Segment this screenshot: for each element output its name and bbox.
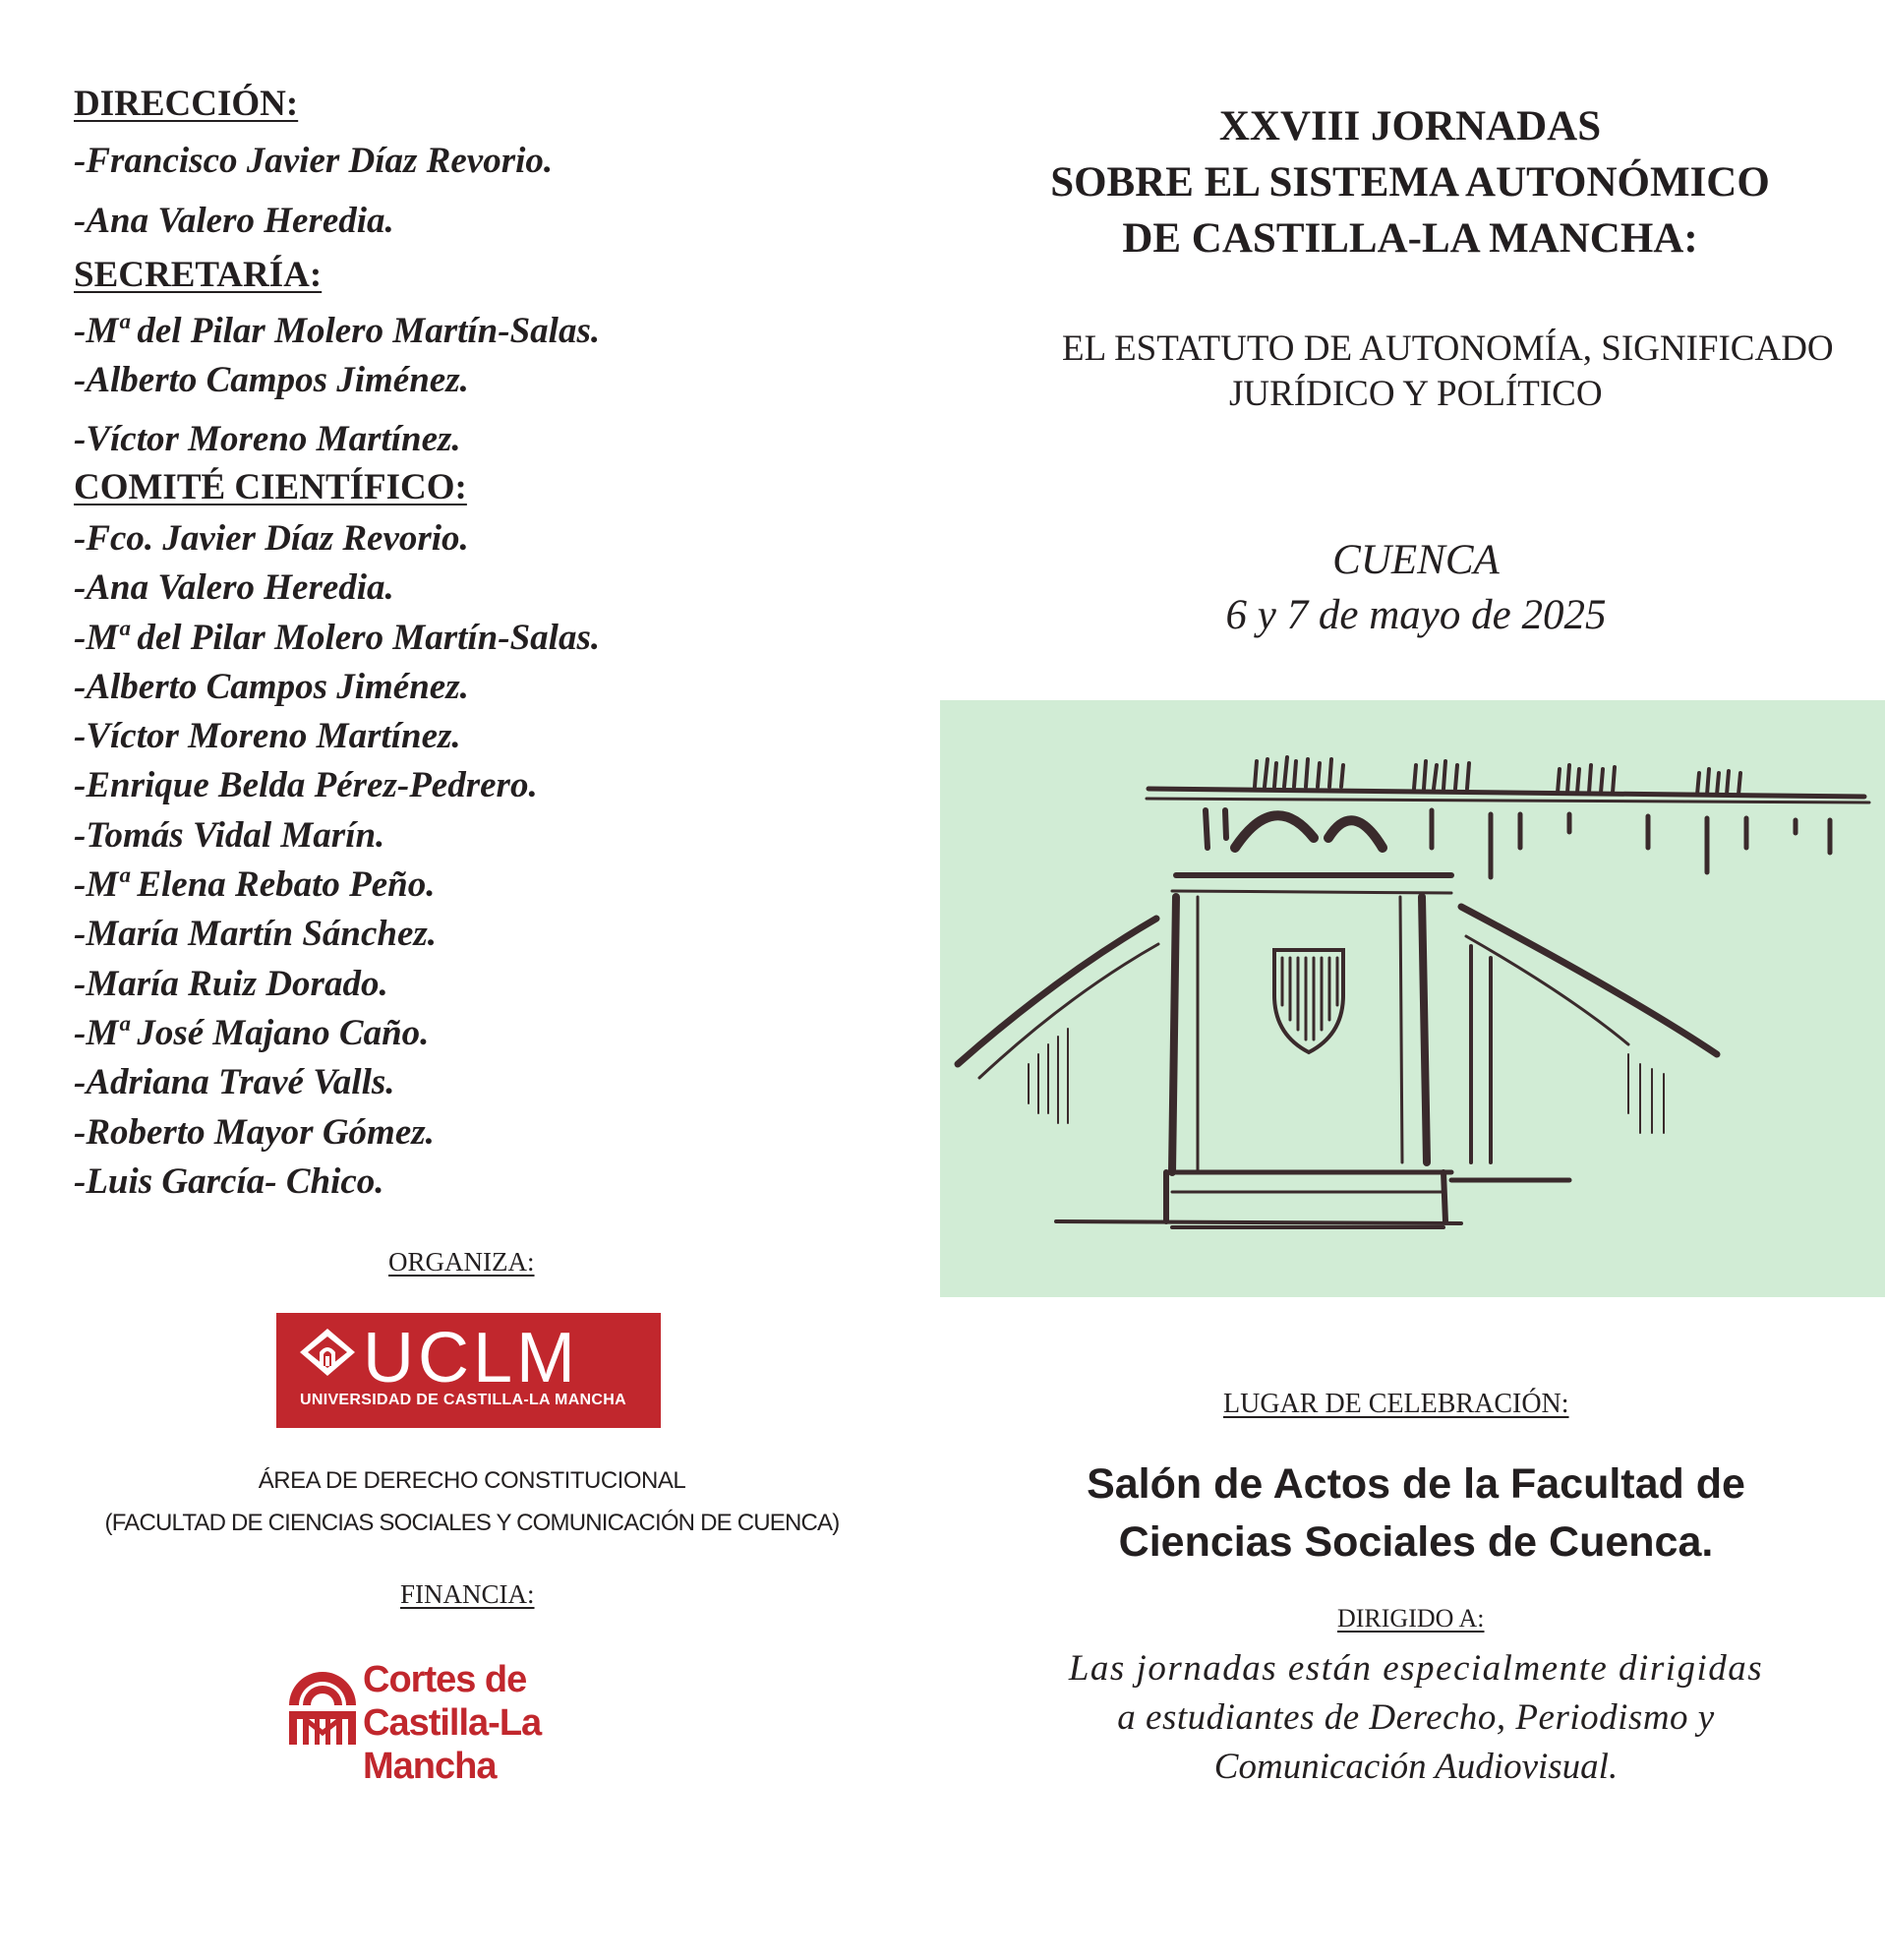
secretaria-list — [74, 307, 910, 464]
title-line: XXVIII JORNADAS — [1218, 103, 1602, 149]
list-item: -Roberto Mayor Gómez. — [74, 1111, 435, 1153]
list-item: -Adriana Travé Valls. — [74, 1062, 395, 1103]
uclm-subline: UNIVERSIDAD DE CASTILLA-LA MANCHA — [300, 1392, 626, 1408]
organizers-column — [74, 81, 910, 1207]
audience-line1: Las jornadas están especialmente dirigidas — [1068, 1648, 1764, 1689]
financia-label: FINANCIA: — [400, 1579, 535, 1609]
list-item: -Mª del Pilar Molero Martín-Salas. — [74, 311, 601, 351]
venue-line1: Salón de Actos de la Facultad de — [1087, 1460, 1745, 1508]
monument-illustration — [940, 700, 1885, 1297]
event-city: CUENCA — [1332, 537, 1500, 583]
cortes-line1: Cortes de — [363, 1659, 527, 1700]
uclm-wordmark: UCLM — [363, 1319, 580, 1397]
organiza-label: ORGANIZA: — [388, 1247, 535, 1277]
list-item: -Alberto Campos Jiménez. — [74, 360, 469, 400]
direccion-list — [74, 131, 910, 251]
list-item: -Francisco Javier Díaz Revorio. — [74, 141, 554, 181]
event-subtitle-line1: EL ESTATUTO DE AUTONOMÍA, SIGNIFICADO — [1062, 328, 1834, 369]
list-item: -Víctor Moreno Martínez. — [74, 419, 461, 459]
title-line: SOBRE EL SISTEMA AUTONÓMICO — [1050, 159, 1770, 206]
title-line: DE CASTILLA-LA MANCHA: — [1122, 215, 1698, 262]
list-item: -Mª José Majano Caño. — [74, 1012, 430, 1053]
list-item: -Enrique Belda Pérez-Pedrero. — [74, 765, 538, 806]
cortes-emblem-icon — [287, 1656, 358, 1747]
list-item: -María Ruiz Dorado. — [74, 963, 388, 1004]
event-title — [944, 98, 1876, 267]
list-item: -Luis García- Chico. — [74, 1160, 384, 1202]
monument-drawing — [940, 700, 1885, 1297]
list-item: -Ana Valero Heredia. — [74, 201, 394, 241]
audience-line2: a estudiantes de Derecho, Periodismo y — [1117, 1697, 1715, 1738]
faculty-name: (FACULTAD DE CIENCIAS SOCIALES Y COMUNICACIÓN DE CUENCA) — [104, 1510, 840, 1536]
event-subtitle-line2: JURÍDICO Y POLÍTICO — [1229, 374, 1603, 414]
lugar-label: LUGAR DE CELEBRACIÓN: — [1223, 1389, 1569, 1419]
comite-list — [74, 514, 910, 1207]
list-item: -Ana Valero Heredia. — [74, 567, 394, 609]
audience-line3: Comunicación Audiovisual. — [1213, 1747, 1619, 1787]
venue-line2: Ciencias Sociales de Cuenca. — [1118, 1518, 1714, 1566]
list-item: -Alberto Campos Jiménez. — [74, 666, 469, 707]
list-item: -Mª del Pilar Molero Martín-Salas. — [74, 617, 601, 658]
list-item: -Tomás Vidal Marín. — [74, 814, 385, 856]
dirigido-label: DIRIGIDO A: — [1337, 1604, 1485, 1633]
secretaria-heading: SECRETARÍA: — [74, 255, 323, 295]
list-item: -Víctor Moreno Martínez. — [74, 716, 461, 757]
cortes-line2: Castilla-La Mancha — [363, 1702, 542, 1787]
list-item: -Mª Elena Rebato Peño. — [74, 864, 436, 906]
list-item: -María Martín Sánchez. — [74, 914, 438, 955]
cortes-logo — [287, 1656, 680, 1787]
comite-heading: COMITÉ CIENTÍFICO: — [74, 467, 467, 507]
list-item: -Fco. Javier Díaz Revorio. — [74, 518, 469, 559]
direccion-heading: DIRECCIÓN: — [74, 84, 299, 124]
event-date: 6 y 7 de mayo de 2025 — [1225, 592, 1607, 638]
uclm-emblem-icon — [298, 1327, 357, 1388]
area-name: ÁREA DE DERECHO CONSTITUCIONAL — [258, 1467, 686, 1494]
uclm-logo — [276, 1313, 661, 1428]
